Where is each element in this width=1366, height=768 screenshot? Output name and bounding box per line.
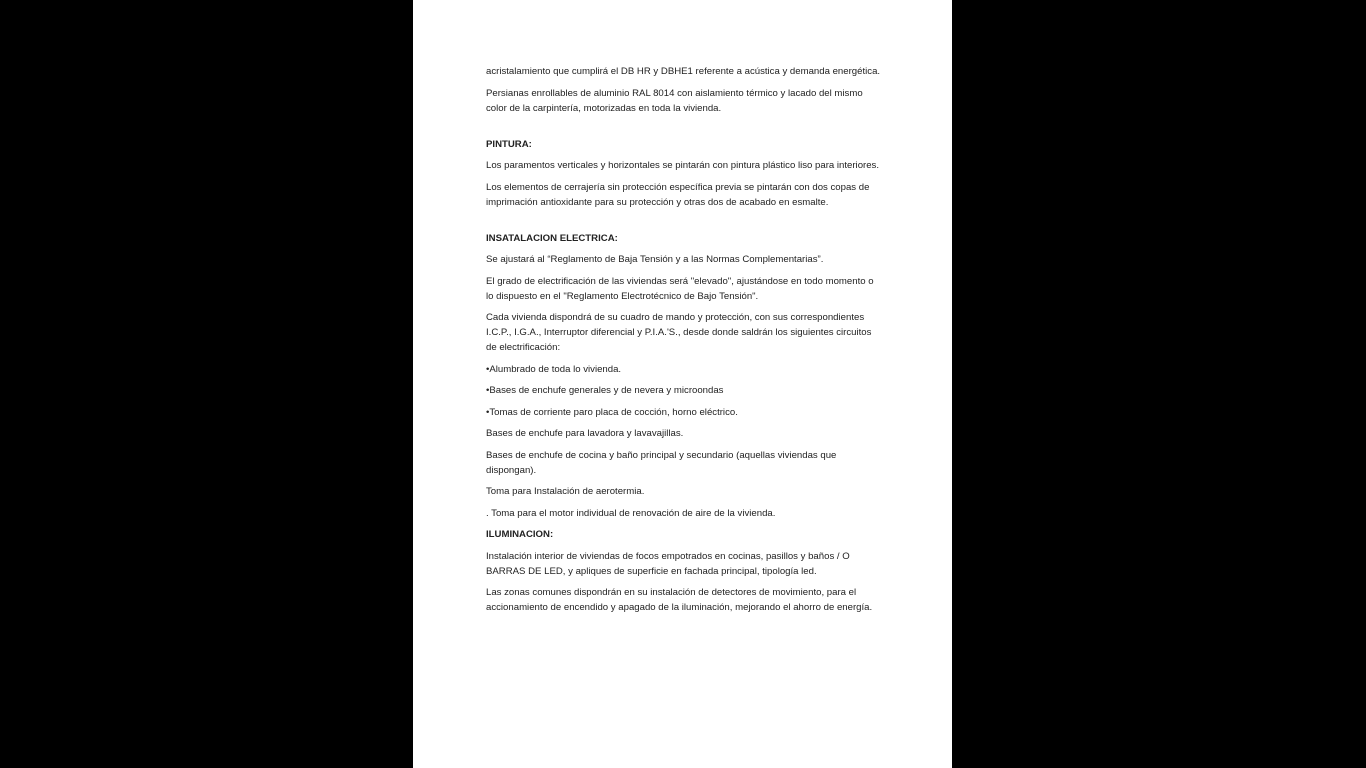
list-item: •Alumbrado de toda lo vivienda.	[486, 363, 622, 375]
paragraph: Los paramentos verticales y horizontales se pintarán con pintura plástico liso para interiores.	[486, 160, 880, 171]
paragraph: Bases de enchufe de cocina y baño principal y secundario (aquellas viviendas que dispongan).	[486, 449, 837, 476]
paragraph: acristalamiento que cumplirá el DB HR y DBHE1 referente a acústica y demanda energética.	[486, 66, 881, 77]
list-item: •Bases de enchufe generales y de nevera y microondas	[486, 385, 724, 396]
section-heading-iluminacion: ILUMINACION:	[486, 529, 554, 540]
section-heading-electrica: INSATALACION ELECTRICA:	[486, 232, 618, 244]
paragraph: Se ajustará al “Reglamento de Baja Tensión y a las Normas Complementarias”.	[486, 254, 824, 265]
paragraph: Cada vivienda dispondrá de su cuadro de mando y protección, con sus correspondientes I.C.P., I.G.A., Interruptor diferencial y P.I.A.'S., desde donde saldrán los siguientes circuitos de electrificación:	[486, 312, 872, 353]
paragraph: Instalación interior de viviendas de focos empotrados en cocinas, pasillos y baños / O BARRAS DE LED, y apliques de superficie en fachada principal, tipología led.	[486, 550, 850, 577]
list-item: •Tomas de corriente paro placa de cocción, horno eléctrico.	[486, 406, 738, 418]
paragraph: Persianas enrollables de aluminio RAL 8014 con aislamiento térmico y lacado del mismo color de la carpintería, motorizadas en toda la vivienda.	[486, 87, 863, 114]
paragraph: Las zonas comunes dispondrán en su instalación de detectores de movimiento, para el accionamiento de encendido y apagado de la iluminación, mejorando el ahorro de energía.	[486, 587, 873, 613]
paragraph: Los elementos de cerrajería sin protección específica previa se pintarán con dos copas de imprimación antioxidante para su protección y otras dos de acabado en esmalte.	[486, 181, 870, 208]
paragraph: Toma para Instalación de aerotermia.	[486, 486, 645, 497]
paragraph: . Toma para el motor individual de renovación de aire de la vivienda.	[486, 507, 776, 519]
section-heading-pintura: PINTURA:	[486, 138, 532, 150]
paragraph: Bases de enchufe para lavadora y lavavajillas.	[486, 428, 684, 439]
paragraph: El grado de electrificación de las viviendas será "elevado", ajustándose en todo momento o lo dispuesto en el "Reglamento Electrotécnico de Bajo Tensión".	[486, 275, 874, 302]
document-page	[413, 0, 952, 768]
document-content	[486, 64, 881, 622]
